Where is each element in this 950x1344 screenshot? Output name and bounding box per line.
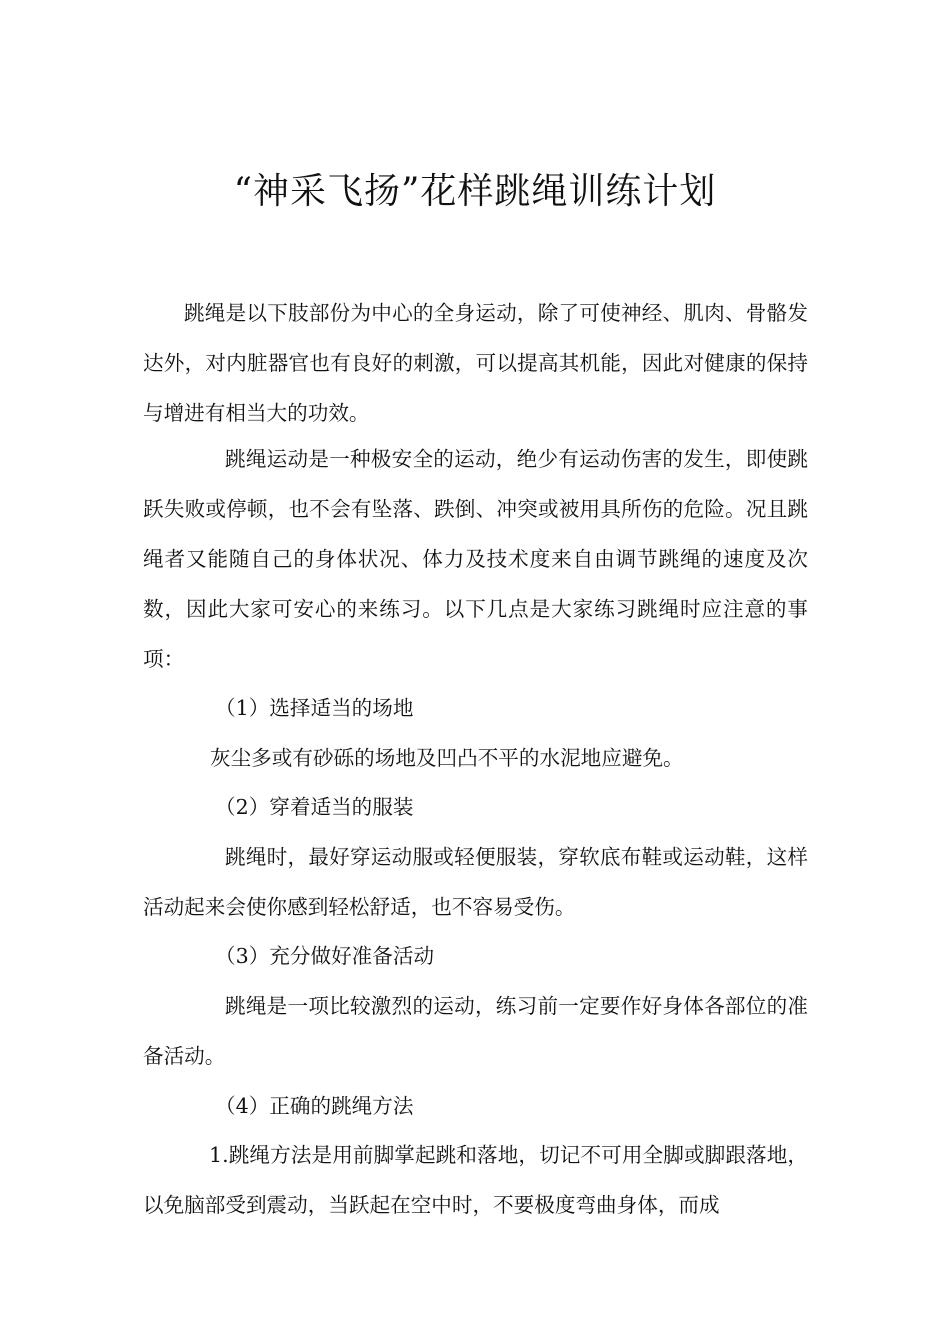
heading-choose-venue: （1）选择适当的场地 (215, 696, 414, 720)
paragraph-venue: 灰尘多或有砂砾的场地及凹凸不平的水泥地应避免。 (210, 746, 684, 770)
heading-method: （4）正确的跳绳方法 (215, 1094, 414, 1118)
paragraph-method: 1.跳绳方法是用前脚掌起跳和落地，切记不可用全脚或脚跟落地，以免脑部受到震动，当跃起在空中时，不要极度弯曲身体，而成 (143, 1143, 808, 1217)
heading-clothing: （2）穿着适当的服装 (215, 795, 414, 819)
paragraph-clothing: 跳绳时，最好穿运动服或轻便服装，穿软底布鞋或运动鞋，这样活动起来会使你感到轻松舒适，也不容易受伤。 (143, 845, 808, 919)
heading-warmup: （3）充分做好准备活动 (215, 944, 435, 968)
document-title: “神采飞扬”花样跳绳训练计划 (233, 171, 717, 212)
paragraph-warmup: 跳绳是一项比较激烈的运动，练习前一定要作好身体各部位的准备活动。 (143, 994, 808, 1068)
paragraph-intro: 跳绳是以下肢部份为中心的全身运动，除了可使神经、肌肉、骨骼发达外，对内脏器官也有良好的刺激，可以提高其机能，因此对健康的保持与增进有相当大的功效。 (143, 301, 808, 425)
paragraph-safety: 跳绳运动是一种极安全的运动，绝少有运动伤害的发生，即使跳跃失败或停顿，也不会有坠落、跌倒、冲突或被用具所伤的危险。况且跳绳者又能随自己的身体状况、体力及技术度来自由调节跳绳的速度及次数，因此大家可安心的来练习。以下几点是大家练习跳绳时应注意的事项： (143, 447, 808, 671)
